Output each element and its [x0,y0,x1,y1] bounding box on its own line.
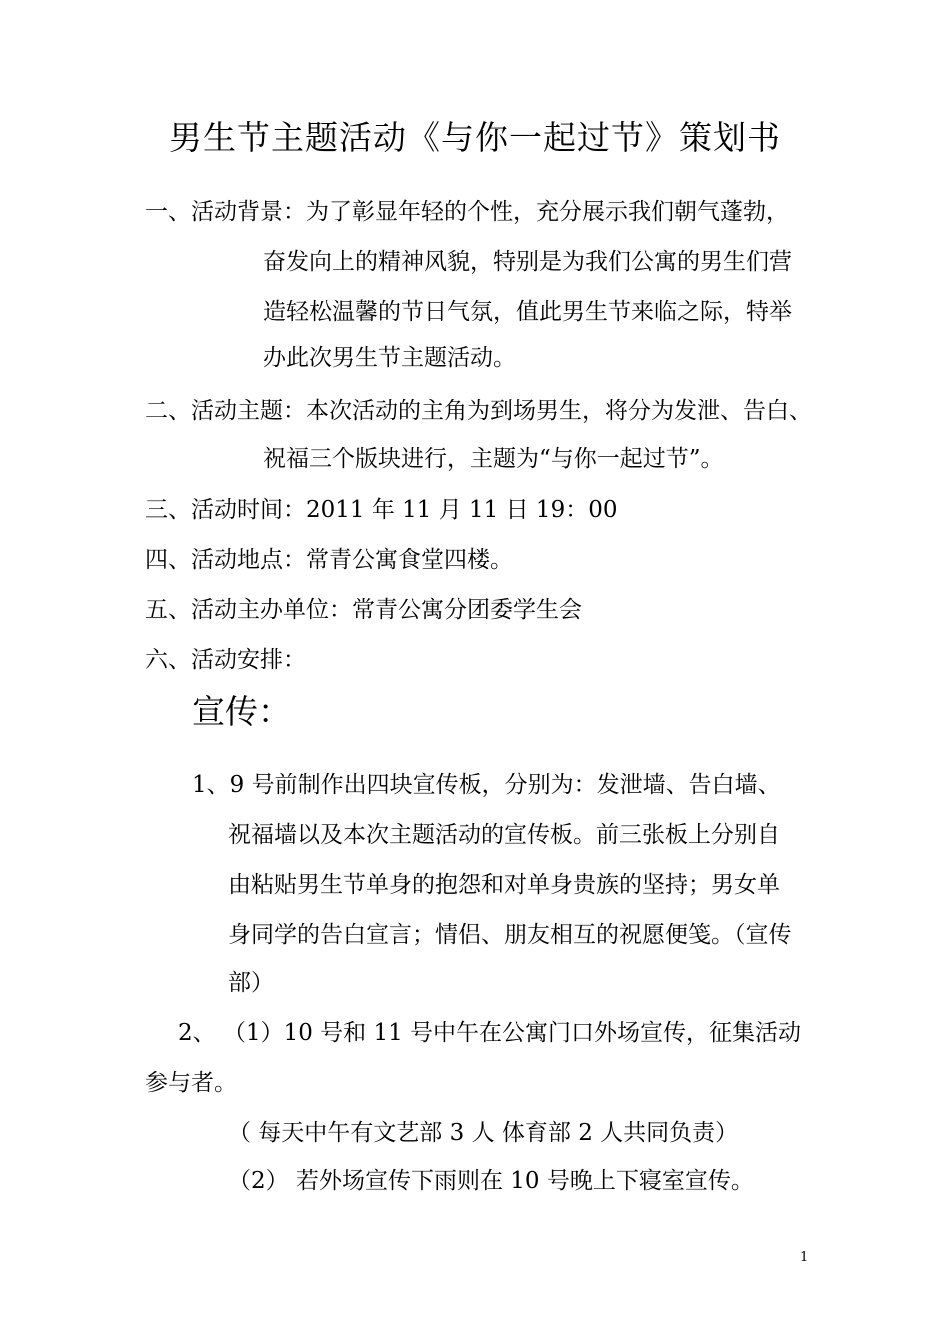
publicity-item1-line-4: 身同学的告白宣言；情侣、朋友相互的祝愿便笺。（宣传 [228,922,792,948]
time-line: 三、活动时间：2011 年 11 月 11 日 19：00 [145,497,618,523]
publicity-item2-line-2: 参与者。 [145,1070,237,1096]
publicity-item1-line-5: 部） [228,970,274,996]
publicity-item2-line-1: 2、 （1）10 号和 11 号中午在公寓门口外场宣传，征集活动 [178,1020,802,1046]
page-number: 1 [800,1250,809,1265]
theme-line-2: 祝福三个版块进行，主题为“与你一起过节”。 [263,446,724,472]
organizer-line: 五、活动主办单位：常青公寓分团委学生会 [145,597,582,623]
background-line-4: 办此次男生节主题活动。 [263,345,516,371]
background-line-1: 一、活动背景：为了彰显年轻的个性，充分展示我们朝气蓬勃， [145,199,789,225]
publicity-item2-sub2: （2） 若外场宣传下雨则在 10 号晚上下寝室宣传。 [228,1168,754,1194]
publicity-item2-note: （ 每天中午有文艺部 3 人 体育部 2 人共同负责） [228,1120,739,1146]
background-line-3: 造轻松温馨的节日气氛，值此男生节来临之际，特举 [263,299,792,325]
theme-line-1: 二、活动主题：本次活动的主角为到场男生，将分为发泄、告白、 [145,398,812,424]
document-title: 男生节主题活动《与你一起过节》策划书 [169,118,781,157]
place-line: 四、活动地点：常青公寓食堂四楼。 [145,547,513,573]
publicity-item1-line-1: 1、9 号前制作出四块宣传板，分别为：发泄墙、告白墙、 [192,772,781,798]
arrangement-line: 六、活动安排： [145,647,306,673]
background-line-2: 奋发向上的精神风貌，特别是为我们公寓的男生们营 [263,249,792,275]
publicity-item1-line-3: 由粘贴男生节单身的抱怨和对单身贵族的坚持；男女单 [228,872,780,898]
publicity-item1-line-2: 祝福墙以及本次主题活动的宣传板。前三张板上分别自 [228,822,780,848]
publicity-heading: 宣传： [192,692,291,731]
